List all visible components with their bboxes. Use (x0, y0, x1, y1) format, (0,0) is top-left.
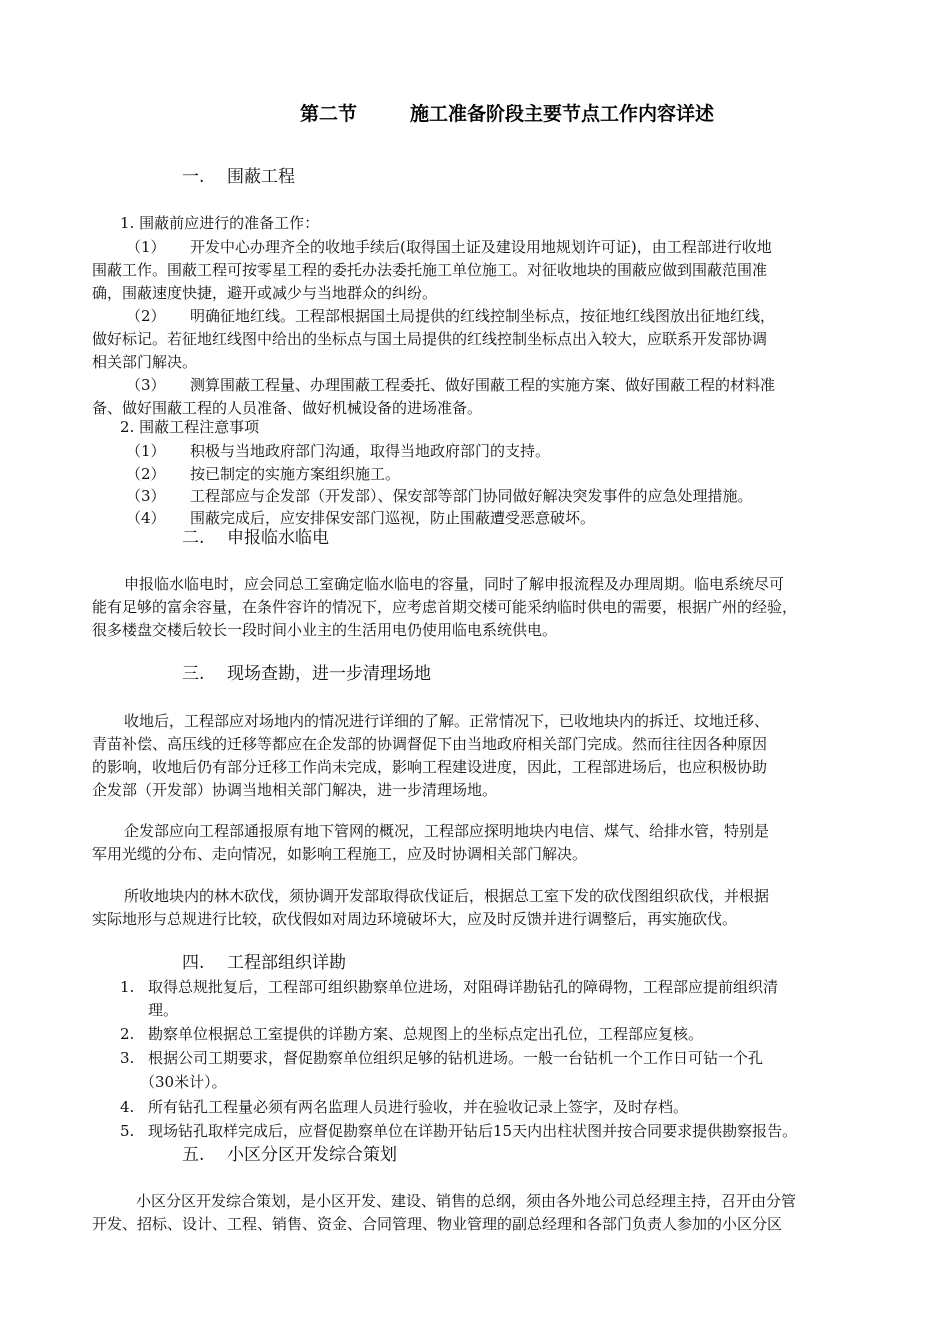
list-item: 现场钻孔取样完成后，应督促勘察单位在详勘开钻后15天内出柱状图并按合同要求提供勘察报告。 (148, 1122, 798, 1140)
heading-5-number: 五. (182, 1145, 205, 1165)
note-4-text: 围蔽完成后，应安排保安部门巡视，防止围蔽遭受恶意破坏。 (190, 509, 596, 527)
paragraph-line: 企发部应向工程部通报原有地下管网的概况，工程部应探明地块内电信、煤气、给排水管，特别是 (124, 822, 770, 840)
heading-1-number: 一. (182, 167, 205, 187)
list-number: 1. (120, 978, 135, 996)
list-item: 所有钻孔工程量必须有两名监理人员进行验收，并在验收记录上签字，及时存档。 (148, 1098, 689, 1116)
item-1-text: 开发中心办理齐全的收地手续后(取得国土证及建设用地规划许可证)，由工程部进行收地 (190, 238, 772, 256)
item-2-line: 做好标记。若征地红线图中给出的坐标点与国土局提供的红线控制坐标点出入较大，应联系开发部协调 (92, 330, 768, 348)
page-title: 施工准备阶段主要节点工作内容详述 (410, 103, 715, 125)
list-item: 勘察单位根据总工室提供的详勘方案、总规图上的坐标点定出孔位，工程部应复核。 (148, 1025, 704, 1043)
note-1-text: 积极与当地政府部门沟通，取得当地政府部门的支持。 (190, 442, 551, 460)
paragraph-line: 小区分区开发综合策划，是小区开发、建设、销售的总纲，须由各外地公司总经理主持，召开由分管 (136, 1192, 797, 1210)
note-3-num: （3） (126, 487, 166, 505)
heading-4: 工程部组织详勘 (227, 953, 346, 973)
subheading-1-2: 2. 围蔽工程注意事项 (120, 418, 260, 436)
list-number: 4. (120, 1098, 135, 1116)
note-2-num: （2） (126, 465, 166, 483)
item-2-line: 相关部门解决。 (92, 353, 198, 371)
paragraph-line: 开发、招标、设计、工程、销售、资金、合同管理、物业管理的副总经理和各部门负责人参加的小区分区 (92, 1215, 783, 1233)
note-4-num: （4） (126, 509, 166, 527)
list-item: （30米计）。 (140, 1073, 227, 1091)
item-1-line: 围蔽工作。围蔽工程可按零星工程的委托办法委托施工单位施工。对征收地块的围蔽应做到围蔽范围准 (92, 261, 768, 279)
item-3-line: 备、做好围蔽工程的人员准备、做好机械设备的进场准备。 (92, 399, 483, 417)
list-item: 根据公司工期要求，督促勘察单位组织足够的钻机进场。一般一台钻机一个工作日可钻一个孔 (148, 1049, 764, 1067)
heading-2-number: 二. (182, 528, 205, 548)
note-3-text: 工程部应与企发部（开发部）、保安部等部门协同做好解决突发事件的应急处理措施。 (190, 487, 753, 505)
heading-5: 小区分区开发综合策划 (227, 1145, 397, 1165)
paragraph-line: 申报临水临电时，应会同总工室确定临水临电的容量，同时了解申报流程及办理周期。临电系统尽可 (124, 575, 785, 593)
paragraph-line: 的影响，收地后仍有部分迁移工作尚未完成，影响工程建设进度，因此，工程部进场后，也应积极协助 (92, 758, 768, 776)
note-2-text: 按已制定的实施方案组织施工。 (190, 465, 401, 483)
note-1-num: （1） (126, 442, 166, 460)
paragraph-line: 能有足够的富余容量，在条件容许的情况下，应考虑首期交楼可能采纳临时供电的需要，根据广州的经验， (92, 598, 798, 616)
paragraph-line: 军用光缆的分布、走向情况，如影响工程施工，应及时协调相关部门解决。 (92, 845, 588, 863)
subheading-1-1: 1. 围蔽前应进行的准备工作： (120, 214, 320, 232)
list-number: 2. (120, 1025, 135, 1043)
list-item: 取得总规批复后，工程部可组织勘察单位进场，对阻碍详勘钻孔的障碍物，工程部应提前组织清 (148, 978, 779, 996)
list-number: 5. (120, 1122, 135, 1140)
list-item: 理。 (148, 1001, 179, 1019)
heading-4-number: 四. (182, 953, 205, 973)
item-3-text: 测算围蔽工程量、办理围蔽工程委托、做好围蔽工程的实施方案、做好围蔽工程的材料准 (190, 376, 776, 394)
paragraph-line: 青苗补偿、高压线的迁移等都应在企发部的协调督促下由当地政府相关部门完成。然而往往因各种原因 (92, 735, 768, 753)
heading-2: 申报临水临电 (227, 528, 329, 548)
paragraph-line: 所收地块内的林木砍伐，须协调开发部取得砍伐证后，根据总工室下发的砍伐图组织砍伐，并根据 (124, 887, 770, 905)
item-2-text: 明确征地红线。工程部根据国土局提供的红线控制坐标点，按征地红线图放出征地红线， (190, 307, 776, 325)
heading-1: 围蔽工程 (227, 167, 295, 187)
paragraph-line: 收地后，工程部应对场地内的情况进行详细的了解。正常情况下，已收地块内的拆迁、坟地迁移、 (124, 712, 770, 730)
item-1-line: 确，围蔽速度快捷，避开或减少与当地群众的纠纷。 (92, 284, 438, 302)
paragraph-line: 企发部（开发部）协调当地相关部门解决，进一步清理场地。 (92, 781, 498, 799)
paragraph-line: 实际地形与总规进行比较，砍伐假如对周边环境破坏大，应及时反馈并进行调整后，再实施砍伐。 (92, 910, 738, 928)
heading-3: 现场查勘，进一步清理场地 (227, 664, 431, 684)
list-number: 3. (120, 1049, 135, 1067)
item-1-num: （1） (126, 238, 166, 256)
paragraph-line: 很多楼盘交楼后较长一段时间小业主的生活用电仍使用临电系统供电。 (92, 621, 558, 639)
item-2-num: （2） (126, 307, 166, 325)
section-prefix: 第二节 (300, 103, 358, 125)
heading-3-number: 三. (182, 664, 205, 684)
item-3-num: （3） (126, 376, 166, 394)
